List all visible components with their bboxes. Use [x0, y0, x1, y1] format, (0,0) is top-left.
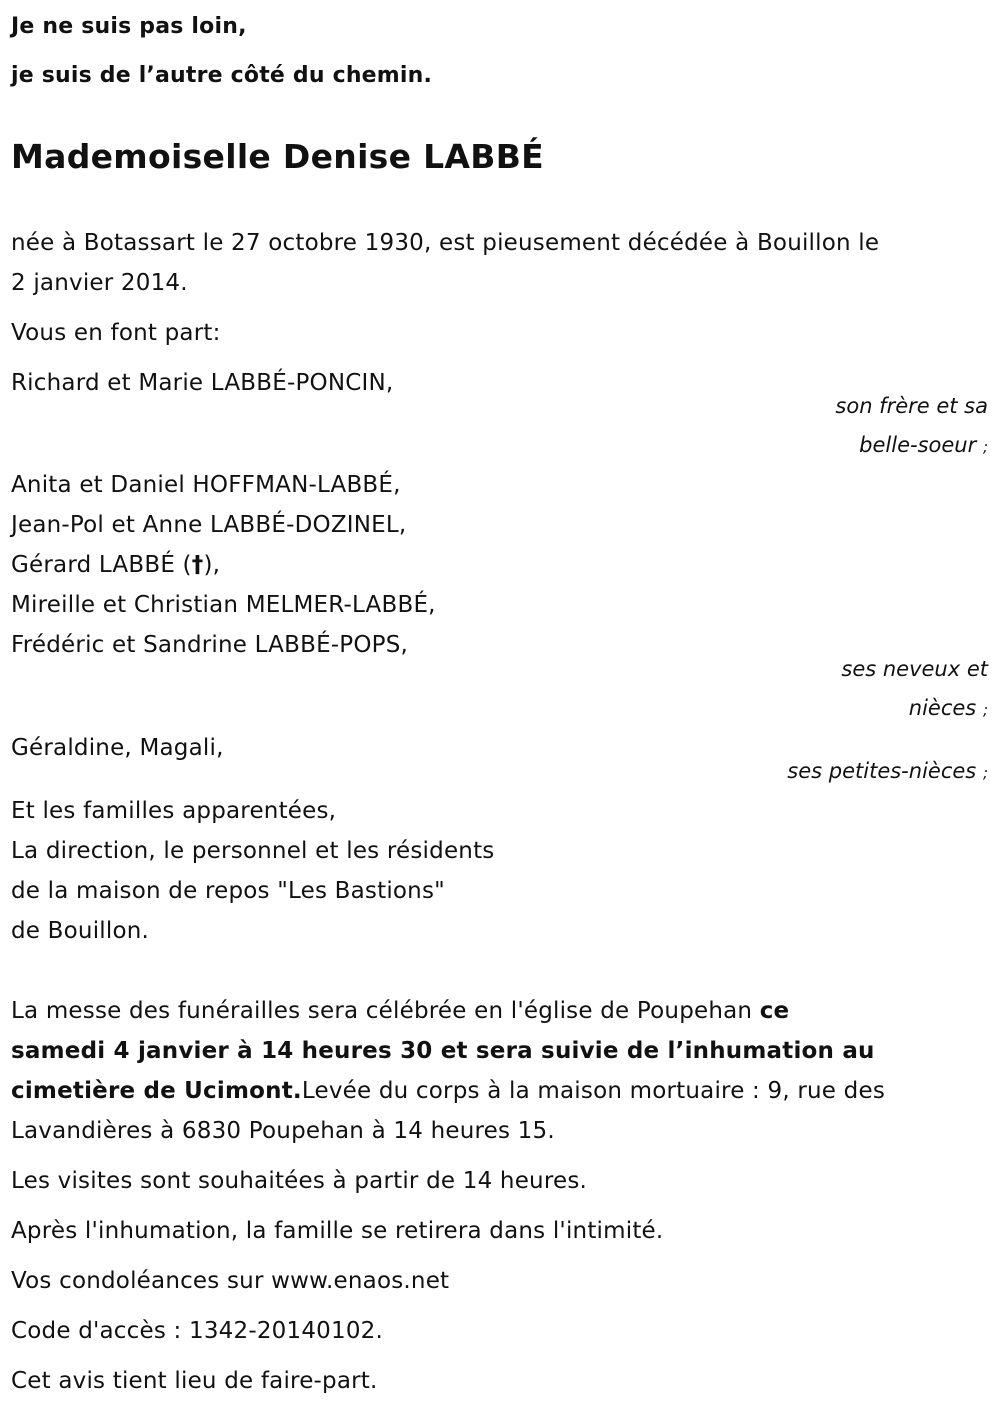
nephew-3-suffix: ), — [203, 552, 221, 578]
nephew-3-name: Gérard LABBÉ ( — [11, 552, 192, 578]
epitaph-line-2: je suis de l’autre côté du chemin. — [11, 63, 433, 88]
funeral-bold-3: cimetière de Ucimont. — [11, 1078, 302, 1104]
family-nephew-3 — [11, 550, 220, 580]
family-nephew-4: Mireille et Christian MELMER-LABBÉ, — [11, 592, 436, 618]
funeral-line-1 — [11, 996, 789, 1026]
relation-brother-line-1 — [835, 392, 988, 420]
family-nephew-1: Anita et Daniel HOFFMAN-LABBÉ, — [11, 472, 401, 498]
relation-brother-text-1: son frère et sa — [835, 394, 988, 418]
funeral-line-4: Lavandières à 6830 Poupehan à 14 heures 15. — [11, 1118, 555, 1144]
epitaph-line-1: Je ne suis pas loin, — [11, 14, 247, 39]
relation-great-nieces — [787, 757, 988, 787]
funeral-line-3 — [11, 1076, 885, 1106]
semicolon: ; — [982, 701, 988, 719]
funeral-bold-1: ce — [759, 998, 790, 1024]
visits-info: Les visites sont souhaitées à partir de 14 heures. — [11, 1168, 588, 1194]
others-line-4: de Bouillon. — [11, 918, 150, 944]
family-nephew-5: Frédéric et Sandrine LABBÉ-POPS, — [11, 632, 409, 658]
funeral-line-2: samedi 4 janvier à 14 heures 30 et sera suivie de l’inhumation au — [11, 1038, 875, 1064]
family-brother: Richard et Marie LABBÉ-PONCIN, — [11, 370, 394, 396]
relation-nephews-text-2: nièces — [908, 696, 977, 720]
relation-nephews-line-1 — [841, 655, 988, 683]
access-code-info: Code d'accès : 1342-20140102. — [11, 1318, 384, 1344]
semicolon: ; — [982, 438, 988, 456]
after-burial-info: Après l'inhumation, la famille se retirera dans l'intimité. — [11, 1218, 664, 1244]
family-great-nieces: Géraldine, Magali, — [11, 735, 224, 761]
funeral-text-3: Levée du corps à la maison mortuaire : 9, rue des — [301, 1078, 885, 1104]
others-line-1: Et les familles apparentées, — [11, 798, 337, 824]
semicolon: ; — [982, 764, 988, 782]
funeral-text-1: La messe des funérailles sera célébrée en l'église de Poupehan — [11, 998, 760, 1024]
condolences-info: Vos condoléances sur www.enaos.net — [11, 1268, 450, 1294]
notice-info: Cet avis tient lieu de faire-part. — [11, 1368, 378, 1394]
birth-death-line-1: née à Botassart le 27 octobre 1930, est pieusement décédée à Bouillon le — [11, 230, 880, 256]
others-line-2: La direction, le personnel et les résidents — [11, 838, 495, 864]
deceased-cross-icon: † — [191, 552, 204, 578]
relation-brother-line-2 — [859, 431, 988, 461]
birth-death-line-2: 2 janvier 2014. — [11, 270, 188, 296]
relation-brother-text-2: belle-soeur — [859, 433, 977, 457]
relation-nephews-line-2 — [909, 694, 988, 724]
announcement-intro: Vous en font part: — [11, 320, 221, 346]
relation-nephews-text-1: ses neveux et — [841, 657, 988, 681]
others-line-3: de la maison de repos "Les Bastions" — [11, 878, 445, 904]
relation-great-nieces-text: ses petites-nièces — [787, 759, 977, 783]
family-nephew-2: Jean-Pol et Anne LABBÉ-DOZINEL, — [11, 512, 407, 538]
deceased-name-title: Mademoiselle Denise LABBÉ — [11, 137, 545, 176]
